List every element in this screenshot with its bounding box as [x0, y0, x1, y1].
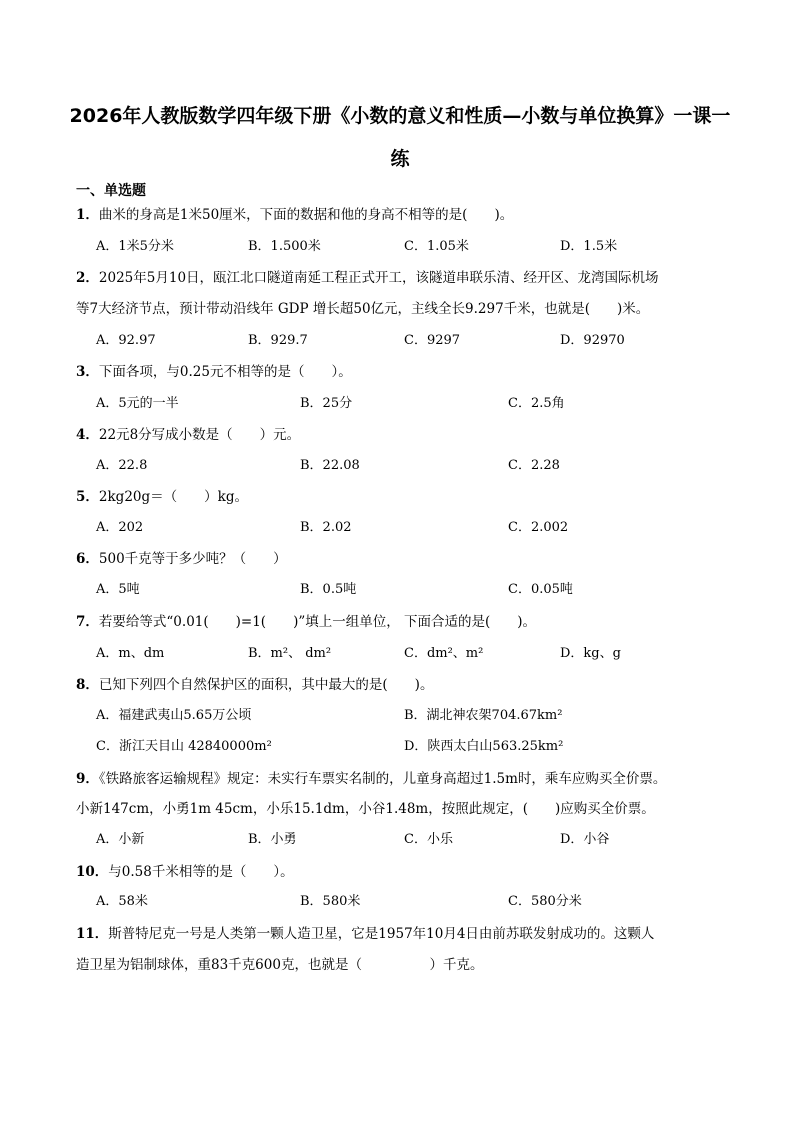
option-a: A．92.97 [96, 333, 156, 348]
question-5 [76, 487, 726, 507]
option-a: A．小新 [96, 832, 145, 847]
option-b: B．22.08 [300, 458, 360, 473]
question-number: 10． [76, 864, 109, 880]
option-c: C．2.28 [508, 458, 560, 473]
option-c: C．小乐 [404, 832, 453, 847]
option-c: C．580分米 [508, 894, 582, 909]
question-number: 9． [76, 771, 99, 787]
question-text: 2kg20g＝（ ）kg。 [98, 489, 248, 505]
option-b: B．湖北神农架704.67km² [404, 708, 563, 723]
option-b: B．1.500米 [248, 239, 321, 254]
question-11-line-2: 造卫星为铝制球体，重83千克600克，也就是（ ）千克。 [76, 957, 484, 973]
option-b: B．929.7 [248, 333, 308, 348]
document-title-line-1: 2026年人教版数学四年级下册《小数的意义和性质—小数与单位换算》一课一 [69, 105, 731, 127]
option-a: A．202 [96, 520, 144, 535]
option-b: B．2.02 [300, 520, 352, 535]
option-c: C．2.002 [508, 520, 569, 535]
option-d: D．92970 [560, 333, 625, 348]
question-7 [76, 612, 726, 632]
question-text: 2025年5月10日，瓯江北口隧道南延工程正式开工，该隧道串联乐清、经开区、龙湾国际机场 [98, 270, 659, 286]
option-d: D．小谷 [560, 832, 610, 847]
option-b: B．25分 [300, 396, 353, 411]
question-9 [76, 769, 726, 789]
option-a: A．58米 [96, 894, 148, 909]
question-3 [76, 362, 726, 382]
option-c: C．1.05米 [404, 239, 469, 254]
option-a: A．5吨 [96, 582, 140, 597]
option-a: A．1米5分米 [96, 239, 174, 254]
option-d: D．1.5米 [560, 239, 618, 254]
question-text: 22元8分写成小数是（ ）元。 [98, 427, 301, 443]
question-6 [76, 549, 726, 569]
question-1 [76, 205, 726, 225]
question-text: 500千克等于多少吨？（ ） [98, 551, 287, 567]
question-text: 曲米的身高是1米50厘米，下面的数据和他的身高不相等的是( )。 [98, 207, 514, 223]
question-11 [76, 924, 726, 944]
question-number: 11． [76, 926, 109, 942]
question-number: 3． [76, 364, 99, 380]
question-number: 5． [76, 489, 99, 505]
option-d: D．kg、g [560, 646, 621, 661]
option-c: C．0.05吨 [508, 582, 573, 597]
option-b: B．0.5吨 [300, 582, 357, 597]
question-number: 6． [76, 551, 99, 567]
option-a: A．5元的一半 [96, 396, 179, 411]
option-a: A．m、dm [96, 646, 165, 661]
question-number: 7． [76, 614, 99, 630]
question-2 [76, 268, 726, 288]
option-c: C．2.5角 [508, 396, 565, 411]
option-a: A．福建武夷山5.65万公顷 [96, 708, 252, 723]
option-d: D．陕西太白山563.25km² [404, 739, 564, 754]
option-c: C．dm²、m² [404, 646, 484, 661]
question-4 [76, 425, 726, 445]
question-8 [76, 675, 726, 695]
question-text: 《铁路旅客运输规程》规定：未实行车票实名制的，儿童身高超过1.5m时，乘车应购买全价票。 [98, 771, 667, 787]
option-a: A．22.8 [96, 458, 148, 473]
question-9-line-2: 小新147cm，小勇1m 45cm，小乐15.1dm，小谷1.48m，按照此规定，( )应购买全价票。 [76, 801, 655, 817]
question-number: 8． [76, 677, 99, 693]
section-heading: 一、单选题 [76, 183, 146, 199]
question-text: 与0.58千米相等的是（ ）。 [108, 864, 294, 880]
question-2-line-2: 等7大经济节点，预计带动沿线年 GDP 增长超50亿元，主线全长9.297千米，也就是( )米。 [76, 301, 650, 317]
question-10 [76, 862, 726, 882]
question-text: 已知下列四个自然保护区的面积，其中最大的是( )。 [98, 677, 434, 693]
option-b: B．m²、 dm² [248, 646, 332, 661]
option-b: B．小勇 [248, 832, 297, 847]
question-number: 1． [76, 207, 99, 223]
question-number: 4． [76, 427, 99, 443]
question-text: 斯普特尼克一号是人类第一颗人造卫星，它是1957年10月4日由前苏联发射成功的。这颗人 [108, 926, 655, 942]
option-c: C．浙江天目山 42840000m² [96, 739, 272, 754]
option-c: C．9297 [404, 333, 461, 348]
document-title-line-2: 练 [390, 148, 410, 170]
option-b: B．580米 [300, 894, 361, 909]
question-number: 2． [76, 270, 99, 286]
question-text: 若要给等式“0.01( )=1( )”填上一组单位， 下面合适的是( )。 [98, 614, 537, 630]
question-text: 下面各项，与0.25元不相等的是（ ）。 [98, 364, 352, 380]
